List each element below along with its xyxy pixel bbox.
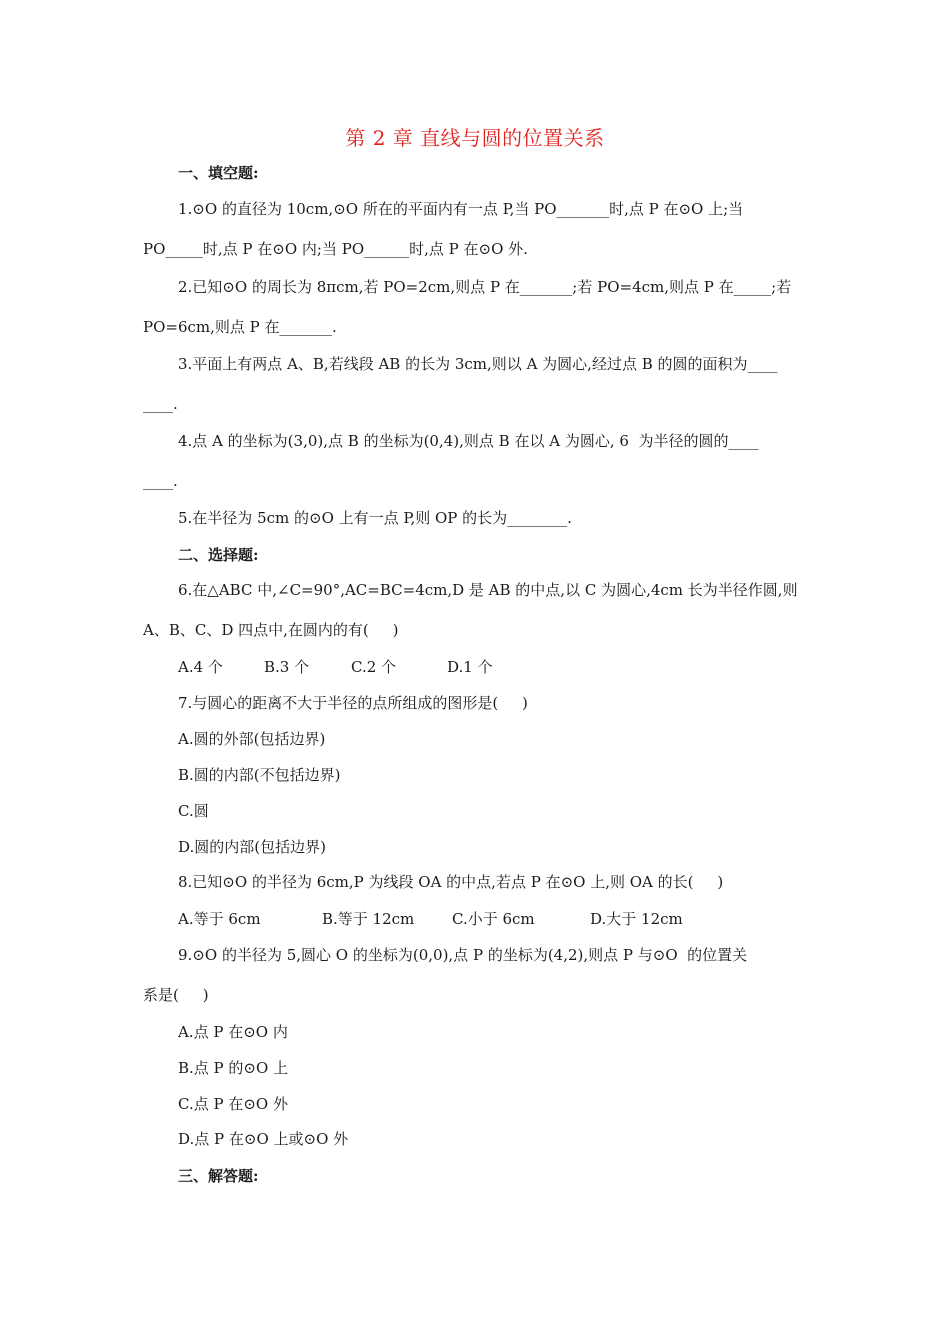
question-8-option-a: A.等于 6cm (178, 910, 261, 928)
question-1-line-1: 1.⊙O 的直径为 10cm,⊙O 所在的平面内有一点 P,当 PO_______时,点 P 在⊙O 上;当 (178, 200, 744, 218)
question-7-option-b: B.圆的内部(不包括边界) (178, 766, 341, 784)
question-6-option-d: D.1 个 (447, 658, 493, 676)
section-heading-choice: 二、选择题: (178, 546, 259, 564)
question-6-option-b: B.3 个 (264, 658, 310, 676)
question-6-option-c: C.2 个 (351, 658, 397, 676)
question-8-option-b: B.等于 12cm (322, 910, 415, 928)
question-2-line-2: PO=6cm,则点 P 在_______. (143, 318, 337, 336)
question-8-option-d: D.大于 12cm (590, 910, 683, 928)
question-8-option-c: C.小于 6cm (452, 910, 535, 928)
section-heading-answer: 三、解答题: (178, 1167, 259, 1185)
question-9-option-d: D.点 P 在⊙O 上或⊙O 外 (178, 1130, 349, 1148)
question-2-line-1: 2.已知⊙O 的周长为 8πcm,若 PO=2cm,则点 P 在_______;若 PO=4cm,则点 P 在_____;若 (178, 278, 792, 296)
question-4-line-1: 4.点 A 的坐标为(3,0),点 B 的坐标为(0,4),则点 B 在以 A 为圆心, 6 为半径的圆的____ (178, 432, 759, 450)
question-4-line-2: ____. (143, 472, 178, 490)
page-title: 第 2 章 直线与圆的位置关系 (345, 126, 605, 150)
section-heading-fill-blank: 一、填空题: (178, 164, 259, 182)
question-6-line-1: 6.在△ABC 中,∠C=90°,AC=BC=4cm,D 是 AB 的中点,以 C 为圆心,4cm 长为半径作圆,则 (178, 581, 798, 599)
question-9-option-b: B.点 P 的⊙O 上 (178, 1059, 289, 1077)
question-9-option-c: C.点 P 在⊙O 外 (178, 1095, 288, 1113)
question-9-option-a: A.点 P 在⊙O 内 (178, 1023, 288, 1041)
question-3-line-1: 3.平面上有两点 A、B,若线段 AB 的长为 3cm,则以 A 为圆心,经过点 B 的圆的面积为____ (178, 355, 778, 373)
question-9-line-2: 系是( ) (143, 986, 209, 1004)
question-3-line-2: ____. (143, 395, 178, 413)
question-6-option-a: A.4 个 (178, 658, 223, 676)
question-8-stem: 8.已知⊙O 的半径为 6cm,P 为线段 OA 的中点,若点 P 在⊙O 上,则 OA 的长( ) (178, 873, 724, 891)
question-6-line-2: A、B、C、D 四点中,在圆内的有( ) (143, 621, 399, 639)
question-1-line-2: PO_____时,点 P 在⊙O 内;当 PO______时,点 P 在⊙O 外. (143, 240, 528, 258)
question-7-stem: 7.与圆心的距离不大于半径的点所组成的图形是( ) (178, 694, 528, 712)
question-5: 5.在半径为 5cm 的⊙O 上有一点 P,则 OP 的长为________. (178, 509, 572, 527)
question-7-option-a: A.圆的外部(包括边界) (178, 730, 326, 748)
question-7-option-d: D.圆的内部(包括边界) (178, 838, 326, 856)
question-7-option-c: C.圆 (178, 802, 209, 820)
question-9-line-1: 9.⊙O 的半径为 5,圆心 O 的坐标为(0,0),点 P 的坐标为(4,2),则点 P 与⊙O 的位置关 (178, 946, 748, 964)
